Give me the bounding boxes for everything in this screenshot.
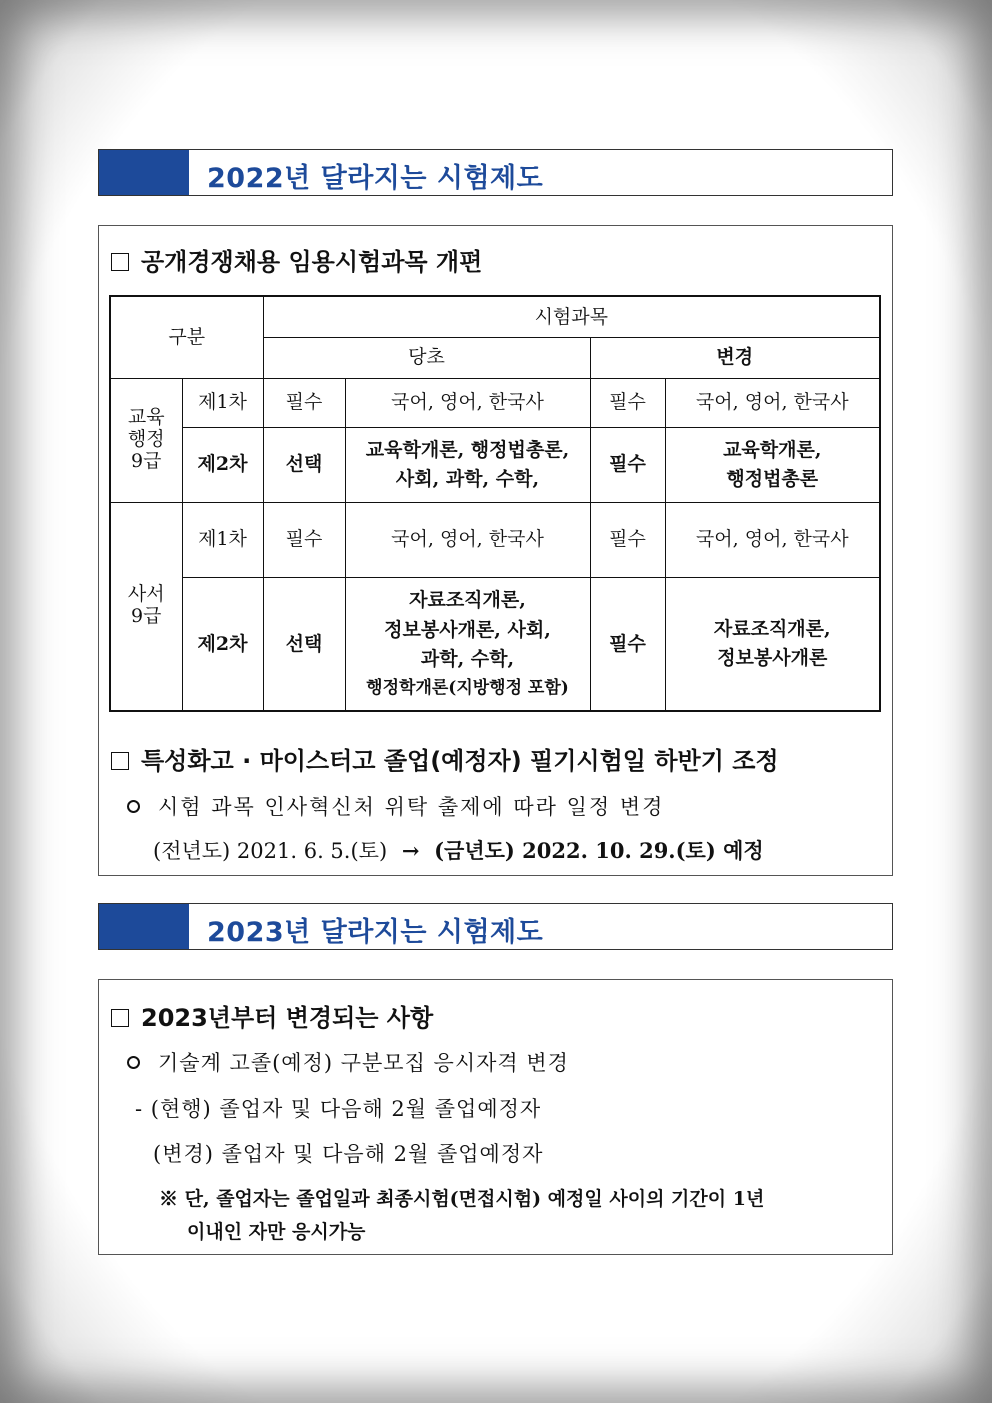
bullet-text: 기술계 고졸(예정) 구분모집 응시자격 변경 — [158, 1051, 569, 1075]
subject-line: 교육학개론, 행정법총론, — [365, 439, 570, 461]
subject-line: 행정법총론 — [726, 467, 819, 490]
section-title: 2022년 달라지는 시험제도 — [207, 163, 544, 194]
orig-type-cell: 필수 — [263, 378, 345, 427]
note-line-2: 이내인 자만 응시가능 — [187, 1221, 366, 1243]
schedule-line — [153, 835, 764, 865]
group-name-line: 행정 — [127, 428, 165, 451]
stage-cell: 제1차 — [182, 378, 263, 427]
heading-text: 2023년부터 변경되는 사항 — [141, 1004, 434, 1032]
section-title: 2023년 달라지는 시험제도 — [207, 917, 544, 948]
circle-bullet-icon — [127, 800, 140, 813]
section-box-2022 — [98, 225, 893, 876]
item-heading-exam-schedule — [111, 741, 779, 776]
arrow-right-icon: → — [401, 838, 420, 863]
new-type-cell: 필수 — [590, 378, 665, 427]
section-header-2023 — [98, 903, 893, 950]
group-name-line: 사서 — [127, 583, 165, 606]
group-name-line: 9급 — [131, 605, 162, 628]
orig-subjects-cell — [345, 577, 590, 711]
orig-subjects-cell: 국어, 영어, 한국사 — [345, 502, 590, 577]
subject-line: 행정학개론(지방행정 포함) — [366, 677, 569, 698]
section-box-2023 — [98, 979, 893, 1255]
current-rule-line: - (현행) 졸업자 및 다음해 2월 졸업예정자 — [135, 1097, 542, 1121]
subject-line: 사회, 과학, 수학, — [395, 467, 540, 490]
subject-line: 정보봉사개론, 사회, — [384, 618, 551, 641]
schedule-next: (금년도) 2022. 10. 29.(토) 예정 — [434, 838, 764, 863]
group-name-librarian — [110, 502, 182, 711]
heading-text: 특성화고 · 마이스터고 졸업(예정자) 필기시험일 하반기 조정 — [141, 747, 779, 775]
header-changed: 변경 — [590, 337, 880, 378]
new-subjects-cell: 국어, 영어, 한국사 — [665, 378, 880, 427]
new-type-cell: 필수 — [590, 427, 665, 502]
subject-line: 자료조직개론, — [409, 589, 526, 612]
header-category: 구분 — [110, 296, 263, 378]
subject-line: 자료조직개론, — [713, 618, 831, 641]
heading-text: 공개경쟁채용 임용시험과목 개편 — [141, 248, 483, 276]
group-name-edu-admin — [110, 378, 182, 502]
new-subjects-cell: 국어, 영어, 한국사 — [665, 502, 880, 577]
bullet-text: 시험 과목 인사혁신처 위탁 출제에 따라 일정 변경 — [158, 795, 665, 819]
bullet-line — [127, 791, 664, 821]
checkbox-square-icon — [111, 253, 129, 271]
changed-rule-line: (변경) 졸업자 및 다음해 2월 졸업예정자 — [153, 1142, 544, 1166]
item-heading-2023-changes — [111, 998, 433, 1033]
orig-type-cell: 필수 — [263, 502, 345, 577]
orig-type-cell: 선택 — [263, 577, 345, 711]
item-heading-exam-subjects — [111, 242, 482, 277]
section-header-2022 — [98, 149, 893, 196]
exam-subjects-table — [109, 295, 881, 712]
orig-subjects-cell: 국어, 영어, 한국사 — [345, 378, 590, 427]
stage-cell: 제2차 — [182, 577, 263, 711]
header-accent-bar — [99, 150, 189, 195]
new-subjects-cell — [665, 427, 880, 502]
orig-subjects-cell — [345, 427, 590, 502]
subject-line: 교육학개론, — [723, 439, 822, 461]
new-type-cell: 필수 — [590, 502, 665, 577]
new-subjects-cell — [665, 577, 880, 711]
circle-bullet-icon — [127, 1056, 140, 1069]
schedule-previous: (전년도) 2021. 6. 5.(토) — [153, 839, 388, 863]
group-name-line: 교육 — [127, 406, 165, 429]
subject-line: 정보봉사개론 — [717, 646, 828, 669]
subject-line: 과학, 수학, — [420, 648, 515, 671]
new-type-cell: 필수 — [590, 577, 665, 711]
header-original: 당초 — [263, 337, 590, 378]
stage-cell: 제2차 — [182, 427, 263, 502]
header-subjects: 시험과목 — [263, 296, 880, 337]
bullet-line — [127, 1047, 569, 1077]
checkbox-square-icon — [111, 752, 129, 770]
group-name-line: 9급 — [131, 449, 162, 472]
checkbox-square-icon — [111, 1009, 129, 1027]
header-accent-bar — [99, 904, 189, 949]
stage-cell: 제1차 — [182, 502, 263, 577]
orig-type-cell: 선택 — [263, 427, 345, 502]
note-line-1: ※ 단, 졸업자는 졸업일과 최종시험(면접시험) 예정일 사이의 기간이 1년 — [159, 1188, 765, 1210]
